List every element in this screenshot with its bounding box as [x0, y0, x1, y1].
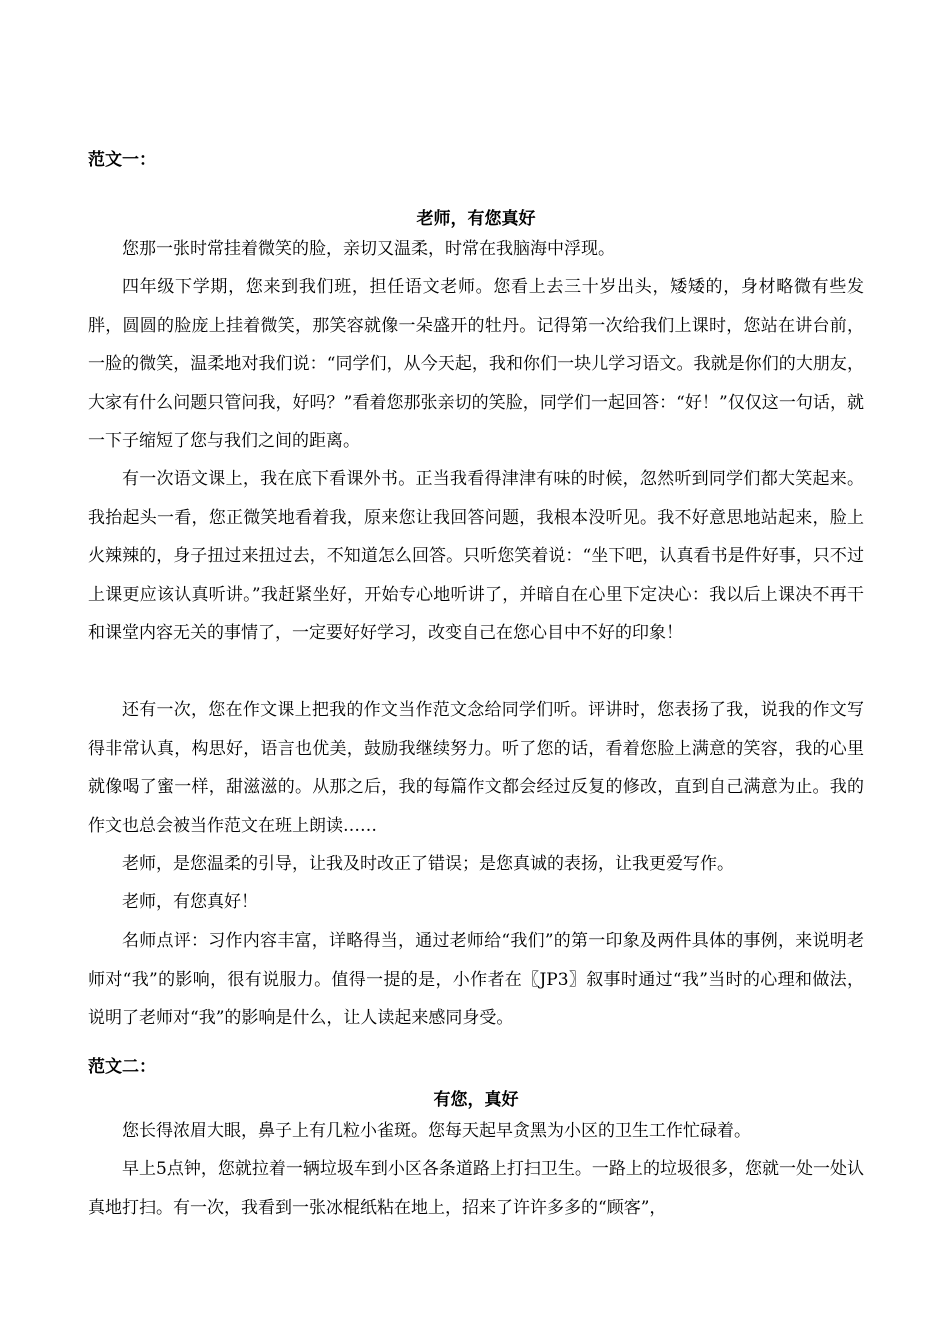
essay2-heading: 范文二： [88, 1057, 156, 1077]
essay1-paragraph: 有一次语文课上，我在底下看课外书。正当我看得津津有味的时候，忽然听到同学们都大笑起来。我抬起头一看，您正微笑地看着我，原来您让我回答问题，我根本没听见。我不好意思地站起来，脸上火辣辣的，身子扭过来扭过去，不知道怎么回答。只听您笑着说：“坐下吧，认真看书是件好事，只不过上课更应该认真听讲。”我赶紧坐好，开始专心地听讲了，并暗自在心里下定决心：我以后上课决不再干和课堂内容无关的事情了，一定要好好学习，改变自己在您心目中不好的印象！ [88, 469, 864, 643]
essay1-heading: 范文一： [88, 150, 156, 170]
essay1-comment: 名师点评：习作内容丰富，详略得当，通过老师给“我们”的第一印象及两件具体的事例，来说明老师对“我”的影响，很有说服力。值得一提的是，小作者在〖JP3〗叙事时通过“我”当时的心理和做法，说明了老师对“我”的影响是什么，让人读起来感同身受。 [88, 931, 864, 1028]
essay2-paragraph: 早上5点钟，您就拉着一辆垃圾车到小区各条道路上打扫卫生。一路上的垃圾很多，您就一处一处认真地打扫。有一次，我看到一张冰棍纸粘在地上，招来了许许多多的“顾客”， [88, 1159, 864, 1218]
essay1-paragraph: 老师，是您温柔的引导，让我及时改正了错误；是您真诚的表扬，让我更爱写作。 [122, 854, 734, 874]
essay2-title: 有您，真好 [433, 1090, 519, 1110]
essay1-paragraph: 您那一张时常挂着微笑的脸，亲切又温柔，时常在我脑海中浮现。 [122, 239, 615, 259]
essay2-paragraph: 您长得浓眉大眼，鼻子上有几粒小雀斑。您每天起早贪黑为小区的卫生工作忙碌着。 [122, 1121, 751, 1141]
essay1-title: 老师，有您真好 [416, 209, 536, 229]
essay1-paragraph: 老师，有您真好！ [122, 892, 258, 912]
essay1-paragraph: 还有一次，您在作文课上把我的作文当作范文念给同学们听。评讲时，您表扬了我，说我的作文写得非常认真，构思好，语言也优美，鼓励我继续努力。听了您的话，看着您脸上满意的笑容，我的心里就像喝了蜜一样，甜滋滋的。从那之后，我的每篇作文都会经过反复的修改，直到自己满意为止。我的作文也总会被当作范文在班上朗读…… [88, 700, 864, 836]
essay1-paragraph: 四年级下学期，您来到我们班，担任语文老师。您看上去三十岁出头，矮矮的，身材略微有些发胖，圆圆的脸庞上挂着微笑，那笑容就像一朵盛开的牡丹。记得第一次给我们上课时，您站在讲台前，一脸的微笑，温柔地对我们说：“同学们，从今天起，我和你们一块儿学习语文。我就是你们的大朋友，大家有什么问题只管问我，好吗？”看着您那张亲切的笑脸，同学们一起回答：“好！”仅仅这一句话，就一下子缩短了您与我们之间的距离。 [88, 277, 864, 451]
